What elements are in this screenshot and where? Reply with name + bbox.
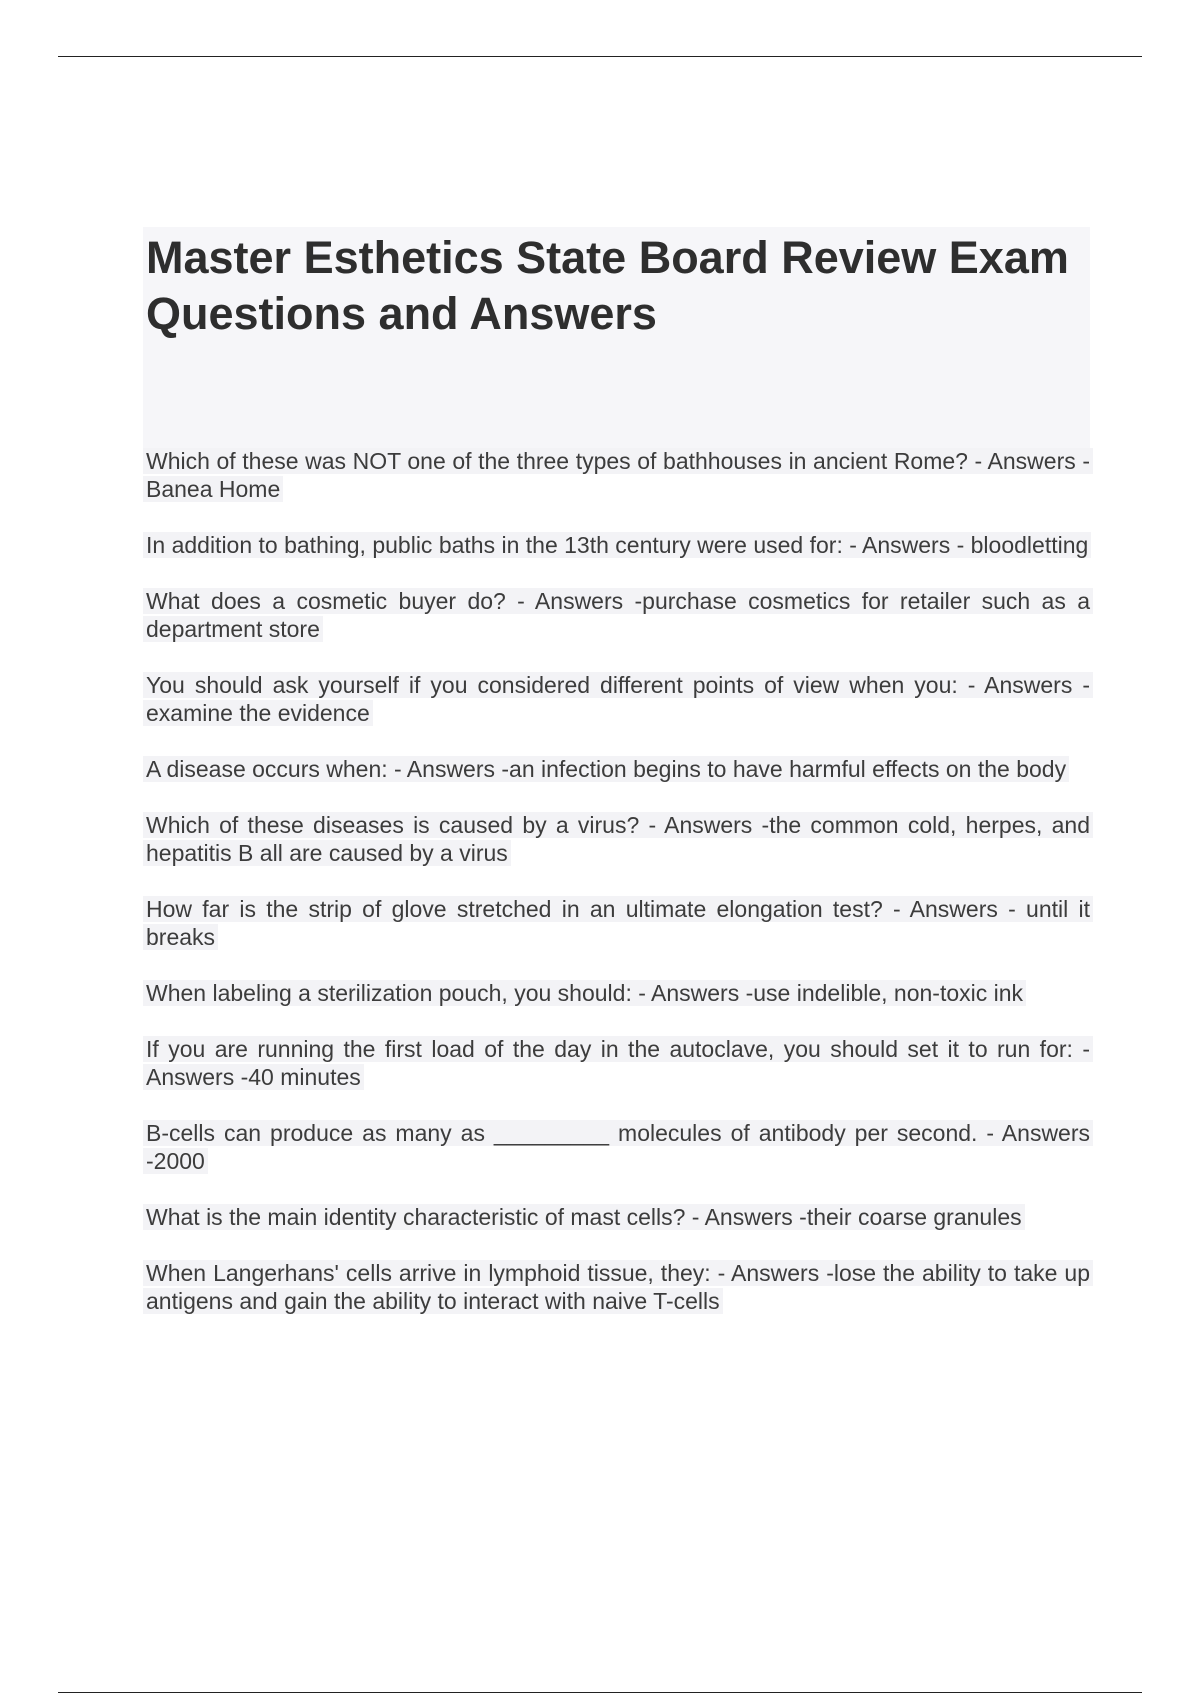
qa-text: You should ask yourself if you considered different points of view when you: - Answers -examine the evidence (143, 672, 1093, 726)
qa-item (143, 671, 1093, 727)
qa-list (143, 447, 1093, 1343)
qa-text: When Langerhans' cells arrive in lymphoid tissue, they: - Answers -lose the ability to take up antigens and gain the ability to interact with naive T-cells (143, 1260, 1093, 1314)
footer-rule (58, 1692, 1142, 1693)
qa-item (143, 895, 1093, 951)
qa-text: A disease occurs when: - Answers -an infection begins to have harmful effects on the body (143, 756, 1069, 782)
title-block (143, 227, 1090, 452)
qa-item (143, 811, 1093, 867)
qa-text: In addition to bathing, public baths in the 13th century were used for: - Answers - bloodletting (143, 532, 1091, 558)
qa-text: B-cells can produce as many as _________ molecules of antibody per second. - Answers -2000 (143, 1120, 1093, 1174)
qa-text: If you are running the first load of the day in the autoclave, you should set it to run for: - Answers -40 minutes (143, 1036, 1093, 1090)
qa-item (143, 531, 1093, 559)
qa-item (143, 1035, 1093, 1091)
qa-item (143, 1259, 1093, 1315)
qa-text: Which of these diseases is caused by a virus? - Answers -the common cold, herpes, and hepatitis B all are caused by a virus (143, 812, 1093, 866)
qa-item (143, 587, 1093, 643)
qa-item (143, 979, 1093, 1007)
qa-text: How far is the strip of glove stretched in an ultimate elongation test? - Answers - until it breaks (143, 896, 1093, 950)
document-title: Master Esthetics State Board Review Exam Questions and Answers (146, 232, 1069, 339)
qa-text: When labeling a sterilization pouch, you should: - Answers -use indelible, non-toxic ink (143, 980, 1026, 1006)
header-rule (58, 56, 1142, 57)
qa-item (143, 447, 1093, 503)
qa-text: Which of these was NOT one of the three types of bathhouses in ancient Rome? - Answers -Banea Home (143, 448, 1093, 502)
qa-item (143, 755, 1093, 783)
qa-text: What does a cosmetic buyer do? - Answers -purchase cosmetics for retailer such as a department store (143, 588, 1093, 642)
qa-item (143, 1203, 1093, 1231)
qa-item (143, 1119, 1093, 1175)
qa-text: What is the main identity characteristic of mast cells? - Answers -their coarse granules (143, 1204, 1025, 1230)
